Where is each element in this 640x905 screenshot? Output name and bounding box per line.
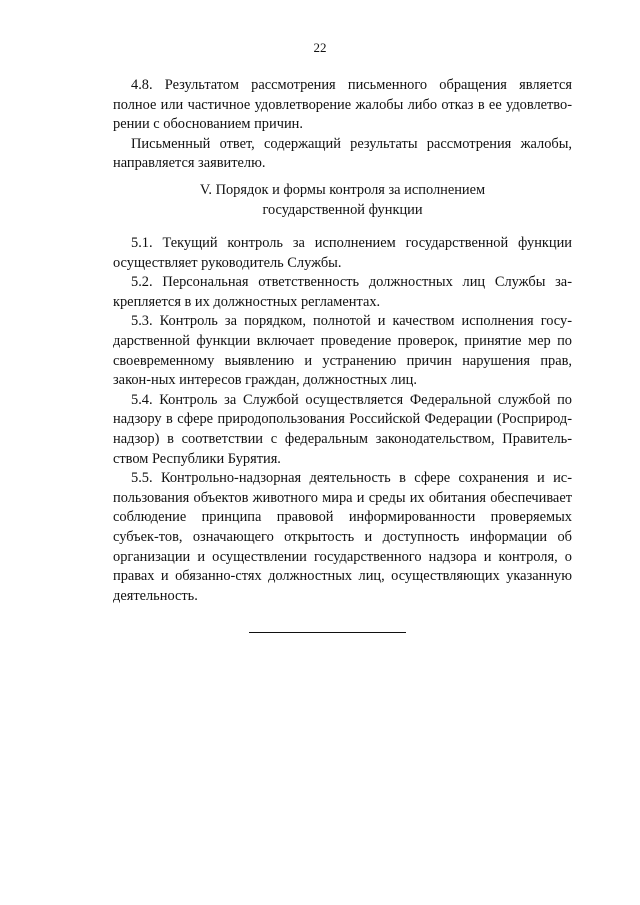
page-number: 22: [313, 40, 327, 55]
paragraph-5-3: 5.3. Контроль за порядком, полнотой и качеством исполнения госу-дарственной функции включает проведение проверок, принятие мер по своевременному выявлению и устранению причин нарушения прав, закон-ных интересов граждан, должностных лиц.: [113, 313, 572, 389]
section-text-block: [113, 234, 572, 606]
paragraph-written-answer: Письменный ответ, содержащий результаты рассмотрения жалобы, направляется заявителю.: [113, 135, 572, 172]
paragraph-5-1: 5.1. Текущий контроль за исполнением государственной функции осуществляет руководитель Службы.: [113, 235, 572, 271]
paragraph-5-4: 5.4. Контроль за Службой осуществляется Федеральной службой по надзору в сфере природопользования Российской Федерации (Росприрод-надзор) в соответствии с федеральным законодательством, Правитель-ством Республики Бурятия.: [113, 391, 572, 467]
paragraph-4-8: 4.8. Результатом рассмотрения письменного обращения является полное или частичное удовлетворение жалобы либо отказ в ее удовлетво-рении с обоснованием причин.: [113, 77, 572, 133]
intro-text-block: [113, 76, 572, 174]
section-heading-line-2: государственной функции: [262, 201, 423, 218]
paragraph-5-2: 5.2. Персональная ответственность должностных лиц Службы за-крепляется в их должностных регламентах.: [113, 274, 572, 310]
end-of-document-rule: [249, 632, 406, 633]
section-heading-line-1: V. Порядок и формы контроля за исполнением: [199, 182, 486, 198]
paragraph-5-5: 5.5. Контрольно-надзорная деятельность в сфере сохранения и ис-пользования объектов животного мира и среды их обитания обеспечивает соблюдение принципа правовой информированности проверяемых субъек-тов, означающего открытость и доступность информации об организации и осуществлении государственного надзора и контроля, о правах и обязанно-стях должностных лиц, осуществляющих указанную деятельность.: [113, 470, 572, 604]
section-heading: [113, 181, 572, 220]
